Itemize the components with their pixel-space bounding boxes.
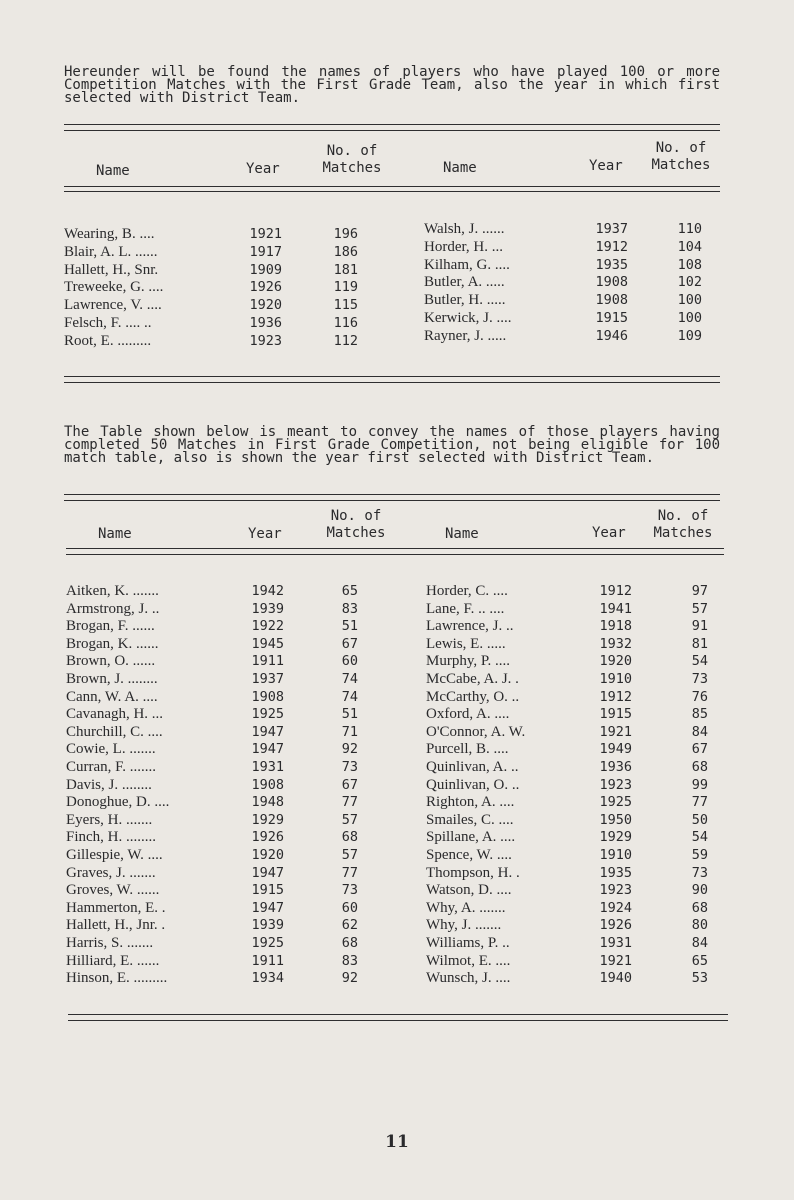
cell-matches: 91 (691, 618, 708, 635)
cell-name: McCarthy, O. .. (426, 688, 520, 705)
cell-matches: 51 (341, 706, 358, 723)
cell-year: 1920 (251, 847, 284, 863)
cell-matches: 54 (691, 829, 708, 846)
table1-header-matches1-right: No. of (655, 140, 707, 156)
cell-year: 1945 (251, 635, 284, 652)
table1-header-matches2-left: Matches (322, 160, 382, 176)
cell-name: Lawrence, J. .. (426, 618, 514, 635)
cell-matches: 112 (333, 332, 358, 349)
cell-name: Kerwick, J. .... (424, 310, 512, 326)
table1-top-rule (64, 124, 720, 125)
cell-year: 1910 (599, 671, 632, 687)
cell-name: Wunsch, J. .... (426, 970, 511, 987)
cell-year: 1912 (599, 688, 632, 705)
cell-year: 1920 (249, 297, 282, 314)
cell-year: 1908 (251, 776, 284, 793)
cell-matches: 81 (691, 635, 708, 652)
cell-year: 1934 (251, 970, 284, 987)
cell-name: Brown, J. ........ (66, 671, 158, 687)
cell-matches: 73 (341, 882, 358, 899)
cell-name: Righton, A. .... (426, 794, 515, 811)
cell-matches: 74 (341, 688, 358, 705)
cell-name: Brogan, F. ...... (66, 618, 155, 635)
cell-name: Gillespie, W. .... (66, 847, 163, 863)
cell-year: 1926 (251, 829, 284, 846)
cell-name: Spence, W. .... (426, 847, 512, 863)
table2-header-rule (66, 548, 724, 549)
cell-name: Butler, A. ..... (424, 274, 505, 291)
cell-year: 1936 (249, 315, 282, 331)
cell-year: 1947 (251, 723, 284, 740)
table1-header-matches2-right: Matches (651, 157, 711, 173)
cell-matches: 57 (341, 811, 358, 828)
cell-name: Cann, W. A. .... (66, 688, 158, 705)
cell-year: 1923 (599, 776, 632, 793)
cell-matches: 181 (333, 261, 358, 278)
cell-name: Hallett, H., Snr. (64, 261, 159, 278)
cell-name: Butler, H. ..... (424, 292, 506, 309)
cell-name: Lewis, E. ..... (426, 635, 506, 652)
cell-name: Harris, S. ....... (66, 935, 154, 951)
page-number: 11 (385, 1132, 409, 1152)
cell-name: Cavanagh, H. ... (66, 706, 164, 723)
cell-name: Cowie, L. ....... (66, 741, 156, 758)
cell-name: O'Connor, A. W. (426, 723, 526, 740)
table1-header-name-left: Name (96, 163, 130, 179)
cell-year: 1917 (249, 243, 282, 260)
cell-matches: 119 (333, 279, 358, 296)
cell-year: 1908 (595, 292, 628, 309)
cell-matches: 54 (691, 653, 708, 670)
table2-top-rule (64, 494, 720, 495)
cell-year: 1915 (599, 706, 632, 723)
cell-name: Eyers, H. ....... (66, 811, 153, 828)
cell-year: 1918 (599, 618, 632, 635)
cell-year: 1921 (599, 723, 632, 740)
cell-name: Felsch, F. .... .. (64, 315, 152, 331)
cell-name: Armstrong, J. .. (66, 600, 160, 617)
cell-name: Williams, P. .. (426, 935, 510, 951)
table1-bottom-rule (64, 376, 720, 377)
cell-year: 1931 (599, 935, 632, 951)
cell-matches: 102 (677, 274, 702, 291)
table2-header-matches2-right: Matches (653, 525, 713, 541)
cell-matches: 76 (691, 688, 708, 705)
cell-name: Lawrence, V. .... (64, 297, 162, 314)
table1-header-name-right: Name (443, 160, 477, 176)
cell-name: Graves, J. ....... (66, 864, 156, 881)
table2-top-rule-2 (64, 500, 720, 501)
cell-name: Thompson, H. . (426, 864, 520, 881)
table1-header-year-right: Year (589, 158, 623, 174)
cell-year: 1920 (599, 653, 632, 670)
cell-year: 1942 (251, 583, 284, 599)
cell-name: Hammerton, E. . (66, 899, 166, 916)
cell-year: 1935 (595, 256, 628, 273)
cell-year: 1947 (251, 741, 284, 758)
cell-year: 1923 (249, 332, 282, 349)
cell-name: Brogan, K. ...... (66, 635, 159, 652)
cell-name: Hinson, E. ......... (66, 970, 168, 987)
cell-name: Oxford, A. .... (426, 706, 510, 723)
cell-name: Aitken, K. ....... (66, 583, 159, 599)
cell-matches: 65 (341, 583, 358, 599)
table1-header-matches1-left: No. of (326, 143, 378, 159)
table2-header-name-right: Name (445, 526, 479, 542)
cell-matches: 186 (333, 243, 358, 260)
cell-name: Walsh, J. ...... (424, 221, 505, 237)
cell-name: Rayner, J. ..... (424, 327, 507, 344)
cell-matches: 77 (341, 864, 358, 881)
cell-name: McCabe, A. J. . (426, 671, 519, 687)
cell-name: Curran, F. ....... (66, 759, 157, 775)
cell-year: 1935 (599, 864, 632, 881)
cell-name: Groves, W. ...... (66, 882, 160, 899)
table1-bottom-rule-2 (64, 382, 720, 383)
cell-year: 1921 (249, 226, 282, 242)
cell-matches: 62 (341, 917, 358, 934)
table2-header-matches2-left: Matches (326, 525, 386, 541)
cell-name: Smailes, C. .... (426, 811, 514, 828)
cell-matches: 92 (341, 741, 358, 758)
cell-name: Kilham, G. .... (424, 256, 510, 273)
cell-year: 1941 (599, 600, 632, 617)
cell-year: 1908 (595, 274, 628, 291)
cell-matches: 57 (341, 847, 358, 863)
cell-year: 1940 (599, 970, 632, 987)
cell-year: 1908 (251, 688, 284, 705)
cell-matches: 84 (691, 723, 708, 740)
cell-matches: 68 (341, 829, 358, 846)
cell-year: 1911 (251, 952, 284, 969)
cell-year: 1950 (599, 811, 632, 828)
intro-paragraph: Hereunder will be found the names of players who have played 100 or more Competition Matches with the First Grade Team, also the year in which first selected with District Team. (64, 64, 720, 106)
cell-name: Hilliard, E. ...... (66, 952, 160, 969)
cell-year: 1925 (251, 706, 284, 723)
cell-year: 1939 (251, 917, 284, 934)
cell-year: 1912 (595, 238, 628, 255)
second-paragraph: The Table shown below is meant to convey the names of those players having completed 50 Matches in First Grade Competition, not being eligible for 100 match table, also is shown the year first selected with District Team. (64, 424, 720, 466)
cell-matches: 92 (341, 970, 358, 987)
table2-header-rule-2 (66, 554, 724, 555)
cell-year: 1948 (251, 794, 284, 811)
cell-year: 1929 (251, 811, 284, 828)
cell-year: 1947 (251, 864, 284, 881)
cell-matches: 85 (691, 706, 708, 723)
cell-matches: 80 (691, 917, 708, 934)
cell-year: 1937 (595, 221, 628, 237)
cell-matches: 60 (341, 653, 358, 670)
cell-matches: 83 (341, 952, 358, 969)
cell-matches: 67 (691, 741, 708, 758)
cell-name: Watson, D. .... (426, 882, 512, 899)
cell-name: Donoghue, D. .... (66, 794, 170, 811)
cell-name: Brown, O. ...... (66, 653, 156, 670)
cell-year: 1910 (599, 847, 632, 863)
table1-header-year-left: Year (246, 161, 280, 177)
table1-header-rule (64, 186, 720, 187)
cell-matches: 71 (341, 723, 358, 740)
cell-name: Wilmot, E. .... (426, 952, 511, 969)
cell-matches: 68 (691, 759, 708, 775)
cell-matches: 83 (341, 600, 358, 617)
cell-matches: 116 (333, 315, 358, 331)
cell-matches: 68 (341, 935, 358, 951)
cell-year: 1925 (599, 794, 632, 811)
cell-matches: 50 (691, 811, 708, 828)
cell-year: 1931 (251, 759, 284, 775)
cell-matches: 84 (691, 935, 708, 951)
cell-name: Davis, J. ........ (66, 776, 152, 793)
table2-header-matches1-right: No. of (657, 508, 709, 524)
cell-year: 1949 (599, 741, 632, 758)
cell-name: Treweeke, G. .... (64, 279, 164, 296)
cell-matches: 100 (677, 310, 702, 326)
cell-name: Churchill, C. .... (66, 723, 163, 740)
cell-matches: 110 (677, 221, 702, 237)
cell-year: 1912 (599, 583, 632, 599)
cell-matches: 109 (677, 327, 702, 344)
cell-year: 1926 (249, 279, 282, 296)
cell-matches: 53 (691, 970, 708, 987)
cell-matches: 73 (691, 864, 708, 881)
table2-bottom-rule (68, 1014, 728, 1015)
cell-name: Why, J. ....... (426, 917, 502, 934)
cell-name: Root, E. ......... (64, 332, 152, 349)
cell-matches: 97 (691, 583, 708, 599)
cell-name: Blair, A. L. ...... (64, 243, 158, 260)
cell-name: Purcell, B. .... (426, 741, 509, 758)
cell-name: Horder, C. .... (426, 583, 508, 599)
cell-year: 1947 (251, 899, 284, 916)
cell-name: Finch, H. ........ (66, 829, 156, 846)
cell-name: Quinlivan, A. .. (426, 759, 519, 775)
table1-top-rule-2 (64, 130, 720, 131)
cell-year: 1911 (251, 653, 284, 670)
cell-matches: 77 (341, 794, 358, 811)
cell-year: 1921 (599, 952, 632, 969)
cell-matches: 73 (691, 671, 708, 687)
cell-name: Spillane, A. .... (426, 829, 516, 846)
cell-name: Murphy, P. .... (426, 653, 511, 670)
cell-matches: 67 (341, 635, 358, 652)
table1-header-rule-2 (64, 191, 720, 192)
cell-year: 1925 (251, 935, 284, 951)
cell-year: 1915 (251, 882, 284, 899)
cell-year: 1946 (595, 327, 628, 344)
cell-name: Why, A. ....... (426, 899, 506, 916)
cell-year: 1939 (251, 600, 284, 617)
cell-year: 1924 (599, 899, 632, 916)
table2-bottom-rule-2 (68, 1020, 728, 1021)
cell-matches: 196 (333, 226, 358, 242)
cell-matches: 100 (677, 292, 702, 309)
cell-matches: 68 (691, 899, 708, 916)
table2-header-matches1-left: No. of (330, 508, 382, 524)
cell-matches: 74 (341, 671, 358, 687)
cell-year: 1923 (599, 882, 632, 899)
cell-year: 1915 (595, 310, 628, 326)
cell-matches: 115 (333, 297, 358, 314)
cell-matches: 73 (341, 759, 358, 775)
cell-matches: 67 (341, 776, 358, 793)
cell-matches: 51 (341, 618, 358, 635)
table2-header-name-left: Name (98, 526, 132, 542)
cell-year: 1932 (599, 635, 632, 652)
cell-year: 1936 (599, 759, 632, 775)
cell-year: 1929 (599, 829, 632, 846)
cell-matches: 59 (691, 847, 708, 863)
cell-name: Wearing, B. .... (64, 226, 155, 242)
cell-matches: 57 (691, 600, 708, 617)
cell-year: 1937 (251, 671, 284, 687)
cell-matches: 104 (677, 238, 702, 255)
cell-name: Lane, F. .. .... (426, 600, 505, 617)
table2-header-year-left: Year (248, 526, 282, 542)
table2-header-year-right: Year (592, 525, 626, 541)
cell-name: Horder, H. ... (424, 238, 503, 255)
cell-matches: 77 (691, 794, 708, 811)
cell-matches: 90 (691, 882, 708, 899)
cell-matches: 65 (691, 952, 708, 969)
cell-year: 1922 (251, 618, 284, 635)
cell-year: 1926 (599, 917, 632, 934)
cell-name: Hallett, H., Jnr. . (66, 917, 166, 934)
cell-matches: 108 (677, 256, 702, 273)
cell-matches: 99 (691, 776, 708, 793)
cell-matches: 60 (341, 899, 358, 916)
cell-year: 1909 (249, 261, 282, 278)
cell-name: Quinlivan, O. .. (426, 776, 520, 793)
